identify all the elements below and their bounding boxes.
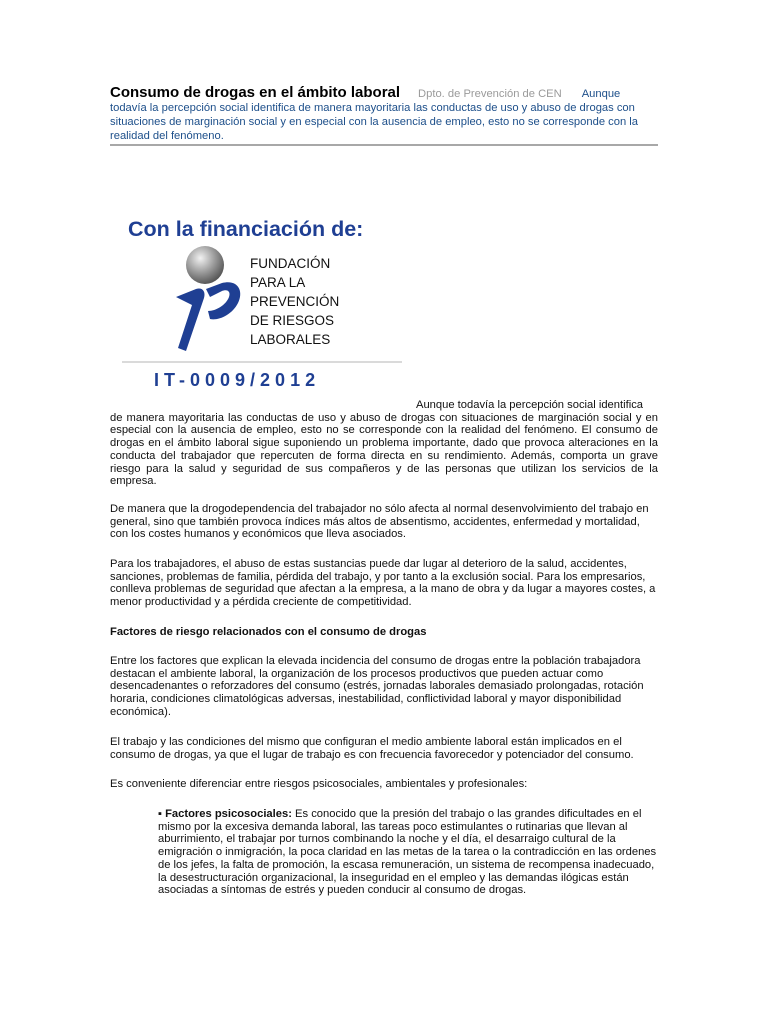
logo-code: IT-0009/2012 bbox=[154, 370, 321, 390]
logo-org-line-1: FUNDACIÓN bbox=[250, 256, 331, 271]
logo-org-line-2: PARA LA bbox=[250, 275, 306, 290]
document-header bbox=[110, 86, 658, 143]
bullet-text: Es conocido que la presión del trabajo o las grandes dificultades en el mismo por la excesiva demanda laboral, las tareas poco estimulantes o rutinarias que llevan al aburrimiento, el trabajar por turnos combinando la noche y el día, el desarraigo cultural de la emigración o inmigración, la poca claridad en las metas de la tarea o la contradicción en las ordenes de los jefes, la falta de promoción, la escasa remuneración, un sistema de recompensa inadecuado, la desestructuración organizacional, la inseguridad en el empleo y las demandas ilógicas están asociadas a síntomas de estrés y pueden conducir al consumo de drogas. bbox=[158, 808, 657, 897]
department-label: Dpto. de Prevención de CEN bbox=[418, 88, 562, 100]
paragraph-absenteeism: De manera que la drogodependencia del trabajador no sólo afecta al normal desenvolvimiento del trabajo en general, sino que también provoca índices más altos de absentismo, accidentes, enfermedad y mortalidad, con los costes humanos y económicos que lleva asociados. bbox=[110, 503, 649, 541]
logo-ball bbox=[186, 246, 224, 284]
section-heading: Factores de riesgo relacionados con el consumo de drogas bbox=[110, 626, 427, 638]
header-summary: Aunque todavía la percepción social identifica de manera mayoritaria las conductas de uso y abuso de drogas con situaciones de marginación social y en especial con la ausencia de empleo, esto no se corresponde con la realidad del fenómeno. bbox=[110, 88, 638, 142]
logo-org-line-4: DE RIESGOS bbox=[250, 313, 335, 328]
bullet-label: ▪ Factores psicosociales: bbox=[158, 808, 292, 820]
page-title: Consumo de drogas en el ámbito laboral bbox=[110, 84, 401, 101]
paragraph-consequences: Para los trabajadores, el abuso de estas sustancias puede dar lugar al deterioro de la salud, accidentes, sanciones, problemas de familia, pérdida del trabajo, y por tanto a la exclusión social. Para los empresarios, conlleva problemas de seguridad que afectan a la empresa, a la mano de obra y da lugar a mayores costes, a menor productividad y a pérdida creciente de competitividad. bbox=[110, 558, 656, 609]
paragraph-risk-types: Es conveniente diferenciar entre riesgos psicosociales, ambientales y profesionales: bbox=[110, 778, 528, 790]
logo-heading: Con la financiación de: bbox=[128, 217, 364, 241]
logo-org-line-5: LABORALES bbox=[250, 332, 331, 347]
paragraph-work-conditions: El trabajo y las condiciones del mismo que configuran el medio ambiente laboral están implicados en el consumo de drogas, ya que el lugar de trabajo es con frecuencia favorecedor y potenciador del consumo. bbox=[110, 736, 634, 761]
lead-first-line: Aunque todavía la percepción social identifica bbox=[416, 399, 644, 411]
logo-figure-right bbox=[206, 282, 240, 319]
paragraph-factors: Entre los factores que explican la elevada incidencia del consumo de drogas entre la población trabajadora destacan el ambiente laboral, la organización de los procesos productivos que pueden actuar como desencadenantes o reforzadores del consumo (estrés, jornadas laborales demasiado prolongadas, rotación horaria, condiciones climatológicas adversas, inestabilidad, conflictividad laboral y mayor disponibilidad económica). bbox=[110, 655, 644, 718]
funding-logo-graphic bbox=[118, 205, 408, 395]
funding-logo bbox=[118, 205, 408, 395]
bullet-psychosocial bbox=[158, 808, 658, 897]
logo-figure-left bbox=[176, 288, 205, 351]
lead-paragraph bbox=[110, 399, 658, 488]
header-divider bbox=[110, 144, 658, 146]
logo-org-line-3: PREVENCIÓN bbox=[250, 294, 340, 309]
lead-rest: de manera mayoritaria las conductas de uso y abuso de drogas con situaciones de marginación social y en especial con la ausencia de empleo, esto no se corresponde con la realidad del fenómeno. El consumo de drogas en el ámbito laboral sigue suponiendo un problema importante, dado que provoca alteraciones en la conducta del trabajador que repercuten de forma directa en su rendimiento. Además, comporta un grave riesgo para la salud y seguridad de sus compañeros y de las personas que utilizan los servicios de la empresa. bbox=[110, 411, 658, 488]
